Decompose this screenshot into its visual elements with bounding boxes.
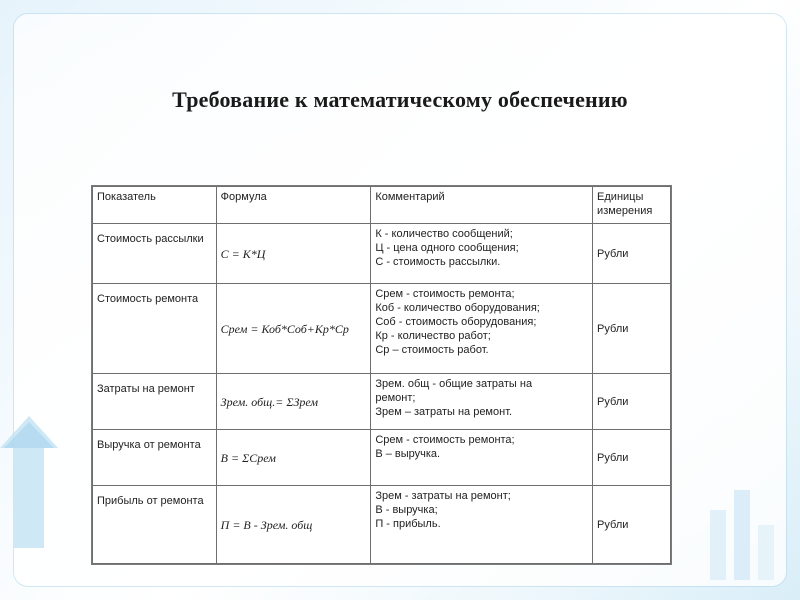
cell-formula: Срем = Коб*Соб+Кр*Ср [216,284,371,374]
comment-line: Срем - стоимость ремонта; [375,434,515,446]
comment-line: ремонт; [375,392,416,404]
header-formula: Формула [216,187,371,224]
comment-line: Соб - стоимость оборудования; [375,316,537,328]
table-row [93,374,671,430]
cell-indicator: Затраты на ремонт [93,374,217,430]
cell-unit: Рубли [593,224,671,284]
cell-comment [371,486,593,564]
decorative-bars-icon [700,470,790,580]
comment-line: В – выручка. [375,448,441,460]
cell-comment [371,374,593,430]
cell-indicator: Выручка от ремонта [93,430,217,486]
cell-indicator: Стоимость ремонта [93,284,217,374]
slide-title: Требование к математическому обеспечению [172,87,628,112]
comment-line: С - стоимость рассылки. [375,256,501,268]
table-row [93,284,671,374]
comment-line: Кр - количество работ; [375,330,491,342]
decorative-arrow-icon [0,408,58,548]
cell-unit: Рубли [593,486,671,564]
cell-formula: В = ΣСрем [216,430,371,486]
comment-line: Зрем – затраты на ремонт. [375,406,513,418]
comment-line: Ср – стоимость работ. [375,344,489,356]
cell-formula: П = В - Зрем. общ [216,486,371,564]
cell-indicator: Прибыль от ремонта [93,486,217,564]
table-row [93,486,671,564]
cell-comment [371,284,593,374]
cell-formula: Зрем. общ.= ΣЗрем [216,374,371,430]
comment-line: В - выручка; [375,504,438,516]
table-row [93,224,671,284]
comment-line: Коб - количество оборудования; [375,302,540,314]
cell-formula: С = К*Ц [216,224,371,284]
header-unit-line: измерения [597,205,653,217]
cell-unit: Рубли [593,430,671,486]
comment-line: Зрем - затраты на ремонт; [375,490,511,502]
header-comment: Комментарий [371,187,593,224]
table-header-row [93,187,671,224]
cell-comment [371,430,593,486]
comment-line: Ц - цена одного сообщения; [375,242,519,254]
comment-line: Срем - стоимость ремонта; [375,288,515,300]
header-unit [593,187,671,224]
table-row [93,430,671,486]
requirements-table [92,186,671,564]
cell-comment [371,224,593,284]
comment-line: К - количество сообщений; [375,228,513,240]
cell-unit: Рубли [593,374,671,430]
header-indicator: Показатель [93,187,217,224]
header-unit-line: Единицы [597,191,644,203]
comment-line: Зрем. общ - общие затраты на [375,378,533,390]
cell-unit: Рубли [593,284,671,374]
comment-line: П - прибыль. [375,518,441,530]
cell-indicator: Стоимость рассылки [93,224,217,284]
